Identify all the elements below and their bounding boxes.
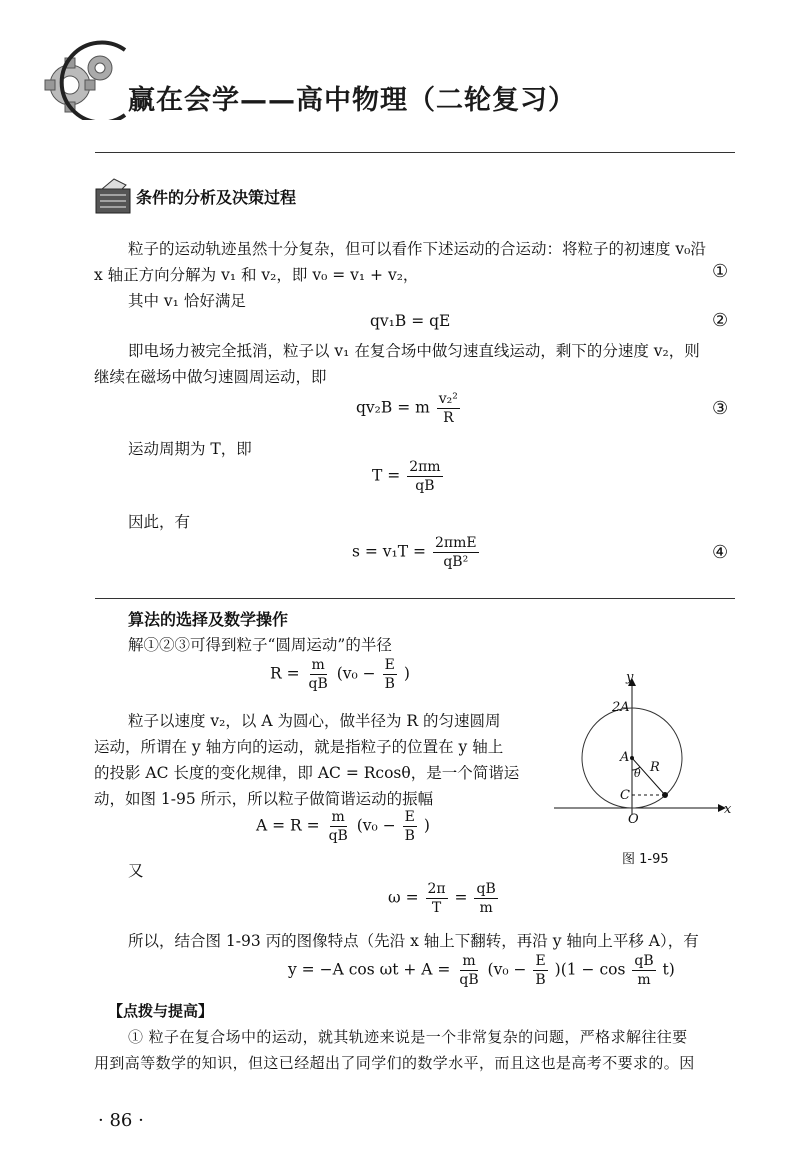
section-title-algorithm: 算法的选择及数学操作	[128, 610, 289, 629]
label-x: x	[724, 802, 732, 817]
section-divider	[95, 598, 735, 599]
fraction	[383, 656, 397, 693]
fraction	[403, 808, 417, 845]
fraction	[433, 534, 479, 571]
label-theta: θ	[634, 767, 641, 780]
fraction	[632, 952, 655, 989]
fraction	[437, 390, 460, 427]
denominator: B	[535, 972, 546, 988]
denominator: m	[637, 972, 651, 988]
denominator: qB	[415, 478, 435, 494]
paragraph: 运动，所谓在 y 轴方向的运动，就是指粒子的位置在 y 轴上	[94, 738, 504, 756]
label-a: A	[620, 750, 630, 765]
eq-text: R =	[270, 664, 300, 683]
header-divider	[95, 152, 735, 153]
equation-3	[356, 390, 462, 427]
numerator: m	[311, 657, 325, 673]
eq-text: t)	[662, 960, 675, 979]
tips-title: 【点拨与提高】	[108, 1002, 214, 1020]
page-number: · 86 ·	[98, 1110, 144, 1131]
header-title: 赢在会学——高中物理（二轮复习）	[128, 85, 576, 116]
denominator: qB	[459, 972, 479, 988]
denominator: T	[431, 900, 442, 916]
eq-text: A = R =	[256, 816, 320, 835]
denominator: m	[479, 900, 493, 916]
eq-text: =	[454, 888, 468, 907]
equation-4	[352, 534, 481, 571]
label-o: O	[628, 812, 639, 827]
equation-2: qv₁B = qE	[370, 312, 451, 330]
paragraph: 粒子以速度 v₂，以 A 为圆心，做半径为 R 的匀速圆周	[128, 712, 501, 730]
label-r: R	[650, 760, 660, 775]
fraction	[307, 656, 330, 693]
numerator: 2π	[427, 881, 446, 897]
paragraph: 解①②③可得到粒子“圆周运动”的半径	[128, 636, 392, 654]
equation-marker: ②	[712, 310, 729, 331]
label-2a: 2A	[612, 700, 630, 715]
numerator: E	[404, 809, 415, 825]
tips-text: 用到高等数学的知识，但这已经超出了同学们的数学水平，而且这也是高考不要求的。因	[94, 1054, 695, 1072]
equation-marker: ①	[712, 261, 729, 282]
eq-text: )	[423, 816, 430, 835]
denominator: B	[404, 828, 415, 844]
equation-radius	[270, 656, 410, 693]
numerator: E	[535, 953, 546, 969]
eq-text: qv₂B = m	[356, 398, 430, 417]
equation-omega	[388, 880, 500, 917]
eq-text: s = v₁T =	[352, 542, 427, 561]
section-title-analysis: 条件的分析及决策过程	[136, 188, 297, 207]
paragraph: 因此，有	[128, 513, 191, 531]
numerator: 2πm	[409, 459, 441, 475]
numerator: m	[331, 809, 345, 825]
numerator: 2πmE	[434, 535, 477, 551]
equation-marker: ③	[712, 398, 729, 419]
denominator: qB²	[443, 554, 469, 570]
figure-1-95	[548, 672, 738, 872]
eq-text: ω =	[388, 888, 419, 907]
paragraph: 又	[128, 862, 144, 880]
section-icon	[92, 175, 134, 217]
tips-text: ① 粒子在复合场中的运动，就其轨迹来说是一个非常复杂的问题，严格求解往往要	[128, 1028, 688, 1046]
numerator: qB	[634, 953, 654, 969]
fraction	[533, 952, 547, 989]
paragraph: 即电场力被完全抵消，粒子以 v₁ 在复合场中做匀速直线运动，剩下的分速度 v₂，则	[128, 342, 700, 360]
equation-period	[372, 458, 445, 495]
eq-text: (v₀ −	[487, 960, 527, 979]
numerator: qB	[476, 881, 496, 897]
equation-marker: ④	[712, 542, 729, 563]
fraction	[407, 458, 442, 495]
equation-amplitude	[256, 808, 430, 845]
paragraph: 的投影 AC 长度的变化规律，即 AC = Rcosθ，是一个简谐运	[94, 764, 520, 782]
eq-text: T =	[372, 466, 401, 485]
fraction	[474, 880, 497, 917]
eq-text: y = −A cos ωt + A =	[288, 960, 451, 979]
eq-text: (v₀ −	[336, 664, 376, 683]
eq-text: )	[403, 664, 410, 683]
fraction	[457, 952, 480, 989]
paragraph: x 轴正方向分解为 v₁ 和 v₂，即 v₀ = v₁ + v₂，	[94, 266, 419, 284]
numerator: v₂²	[438, 391, 458, 407]
fraction	[426, 880, 448, 917]
denominator: qB	[328, 828, 348, 844]
denominator: B	[384, 676, 395, 692]
eq-text: )(1 − cos	[554, 960, 626, 979]
paragraph: 其中 v₁ 恰好满足	[128, 292, 246, 310]
denominator: qB	[308, 676, 328, 692]
label-c: C	[620, 788, 630, 803]
paragraph: 所以，结合图 1-93 丙的图像特点（先沿 x 轴上下翻转，再沿 y 轴向上平移 A），有	[128, 932, 699, 950]
paragraph: 继续在磁场中做匀速圆周运动，即	[94, 368, 327, 386]
numerator: m	[462, 953, 476, 969]
numerator: E	[384, 657, 395, 673]
denominator: R	[443, 410, 454, 426]
label-y: y	[626, 670, 634, 685]
figure-caption: 图 1-95	[622, 852, 669, 867]
paragraph: 运动周期为 T，即	[128, 440, 252, 458]
paragraph: 粒子的运动轨迹虽然十分复杂，但可以看作下述运动的合运动：将粒子的初速度 v₀沿	[128, 240, 706, 258]
fraction	[327, 808, 350, 845]
equation-y	[288, 952, 675, 989]
eq-text: (v₀ −	[356, 816, 396, 835]
paragraph: 动，如图 1-95 所示，所以粒子做简谐运动的振幅	[94, 790, 434, 808]
header-logo	[40, 40, 130, 120]
